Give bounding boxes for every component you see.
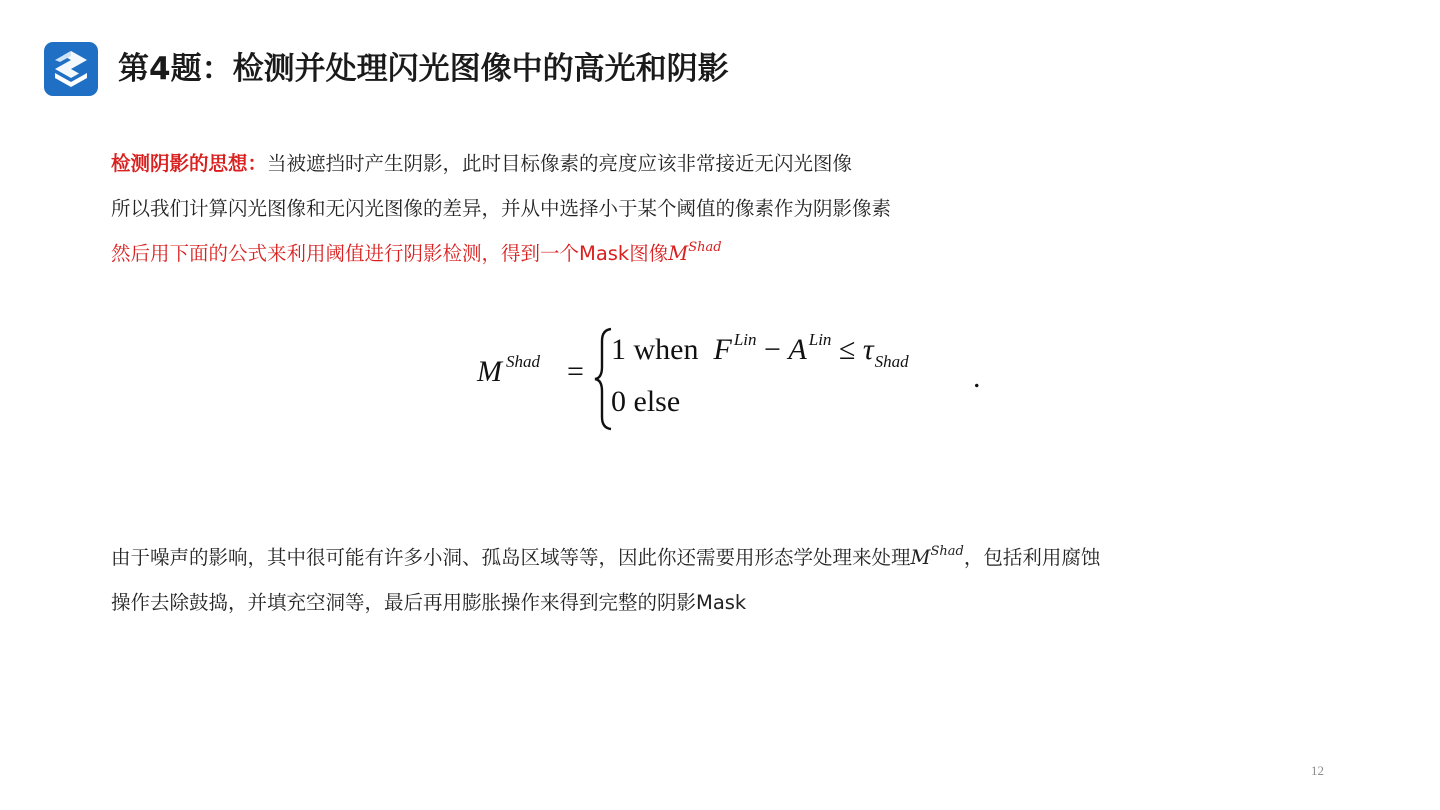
m-shad-sup: Shad: [688, 240, 722, 255]
m-shad-var: M: [668, 242, 689, 265]
a-sup: Lin: [808, 330, 832, 349]
page-number: 12: [1311, 763, 1324, 778]
formula-equals: =: [567, 355, 584, 388]
formula-case-2: [611, 385, 680, 419]
formula-case-1: [611, 330, 909, 371]
case2-else: else: [633, 385, 681, 418]
page-title: 第4题：检测并处理闪光图像中的高光和阴影: [118, 51, 729, 87]
a-var: A: [788, 333, 807, 366]
case2-value: 0: [611, 385, 626, 418]
case1-value: 1: [611, 333, 626, 366]
case1-when: when: [633, 333, 699, 366]
morph-m-sup: Shad: [930, 544, 964, 559]
tau-sub: Shad: [874, 352, 909, 371]
formula-lhs: [477, 352, 540, 389]
idea-label: 检测阴影的思想：: [111, 152, 268, 175]
formula-period: .: [973, 361, 981, 394]
morph-line-1: [111, 544, 1100, 575]
minus-sign: −: [764, 333, 781, 366]
formula-lhs-var: M: [477, 355, 502, 388]
idea-line-3-text: 然后用下面的公式来利用阈值进行阴影检测，得到一个Mask图像: [111, 242, 669, 265]
idea-line-1: [111, 150, 852, 178]
logo: [44, 42, 98, 96]
morph-text-b: ，包括利用腐蚀: [963, 546, 1101, 569]
formula-lhs-sup: Shad: [506, 352, 540, 371]
idea-text: 当被遮挡时产生阴影，此时目标像素的亮度应该非常接近无闪光图像: [267, 152, 853, 175]
morph-line-2: 操作去除鼓捣，并填充空洞等，最后再用膨胀操作来得到完整的阴影Mask: [111, 591, 747, 614]
leq-sign: ≤: [838, 333, 856, 366]
idea-line-2: 所以我们计算闪光图像和无闪光图像的差异，并从中选择小于某个阈值的像素作为阴影像素: [111, 197, 892, 220]
idea-line-3: [111, 240, 722, 271]
f-var: F: [713, 333, 732, 366]
tau-var: τ: [862, 333, 874, 366]
morph-m-var: M: [910, 546, 931, 569]
logo-s-icon: [44, 42, 98, 96]
morph-text-a: 由于噪声的影响，其中很可能有许多小洞、孤岛区域等等，因此你还需要用形态学处理来处理: [111, 546, 911, 569]
f-sup: Lin: [733, 330, 757, 349]
shadow-formula: [475, 325, 995, 435]
